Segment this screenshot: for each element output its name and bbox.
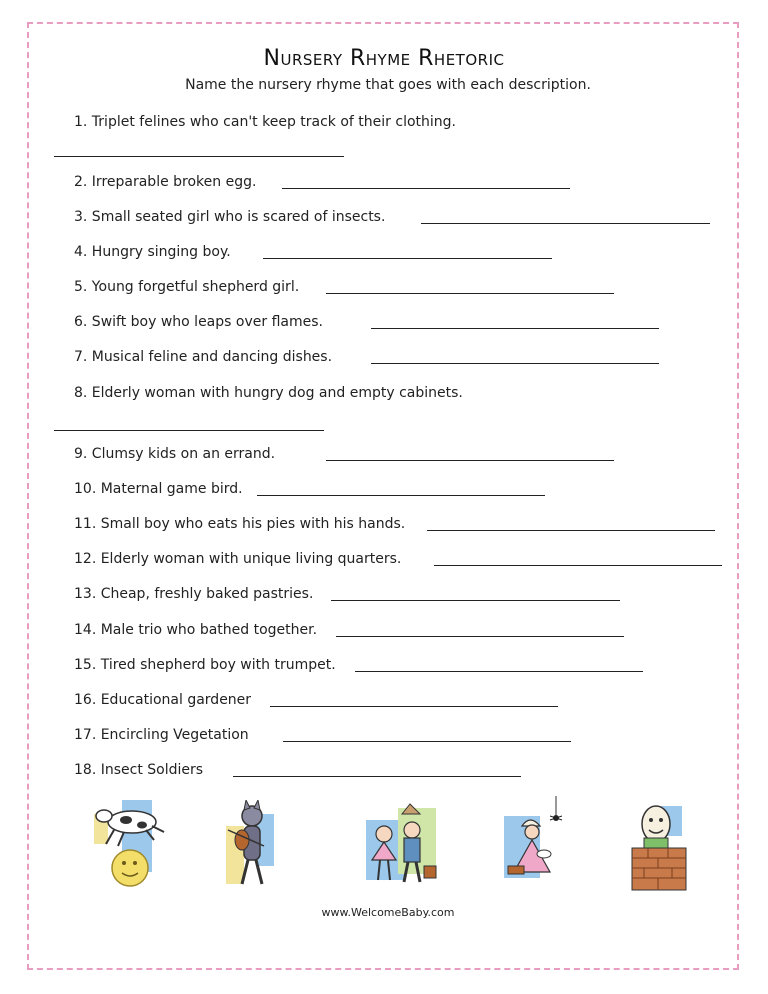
question-3: 3. Small seated girl who is scared of insects. xyxy=(74,209,386,225)
answer-line-10[interactable] xyxy=(257,495,545,496)
answer-line-3[interactable] xyxy=(421,223,710,224)
answer-line-12[interactable] xyxy=(434,565,722,566)
question-10: 10. Maternal game bird. xyxy=(74,481,243,497)
answer-line-4[interactable] xyxy=(263,258,552,259)
answer-line-7[interactable] xyxy=(371,363,659,364)
answer-line-15[interactable] xyxy=(355,671,643,672)
answer-line-9[interactable] xyxy=(326,460,614,461)
answer-line-1[interactable] xyxy=(54,156,344,157)
question-7: 7. Musical feline and dancing dishes. xyxy=(74,349,333,365)
answer-line-11[interactable] xyxy=(427,530,715,531)
question-5: 5. Young forgetful shepherd girl. xyxy=(74,279,300,295)
page-title: Nursery Rhyme Rhetoric xyxy=(263,46,505,71)
footer-url: www.WelcomeBaby.com xyxy=(321,906,455,919)
question-15: 15. Tired shepherd boy with trumpet. xyxy=(74,657,336,673)
question-16: 16. Educational gardener xyxy=(74,692,252,708)
question-11: 11. Small boy who eats his pies with his hands. xyxy=(74,516,406,532)
answer-line-5[interactable] xyxy=(326,293,614,294)
little-miss-muffet-illustration xyxy=(498,796,568,892)
question-2: 2. Irreparable broken egg. xyxy=(74,174,257,190)
instructions: Name the nursery rhyme that goes with each description. xyxy=(185,77,591,93)
question-17: 17. Encircling Vegetation xyxy=(74,727,249,743)
answer-line-16[interactable] xyxy=(270,706,558,707)
question-4: 4. Hungry singing boy. xyxy=(74,244,231,260)
cow-jumping-over-moon-illustration xyxy=(88,800,168,892)
answer-line-17[interactable] xyxy=(283,741,571,742)
question-14: 14. Male trio who bathed together. xyxy=(74,622,318,638)
humpty-dumpty-illustration xyxy=(630,800,690,894)
question-18: 18. Insect Soldiers xyxy=(74,762,204,778)
question-13: 13. Cheap, freshly baked pastries. xyxy=(74,586,314,602)
jack-and-jill-illustration xyxy=(358,800,442,892)
answer-line-6[interactable] xyxy=(371,328,659,329)
answer-line-18[interactable] xyxy=(233,776,521,777)
answer-line-2[interactable] xyxy=(282,188,570,189)
question-8: 8. Elderly woman with hungry dog and empty cabinets. xyxy=(74,385,463,401)
answer-line-8[interactable] xyxy=(54,430,324,431)
answer-line-13[interactable] xyxy=(331,600,620,601)
question-9: 9. Clumsy kids on an errand. xyxy=(74,446,276,462)
question-6: 6. Swift boy who leaps over flames. xyxy=(74,314,323,330)
question-1: 1. Triplet felines who can't keep track of their clothing. xyxy=(74,114,456,130)
question-12: 12. Elderly woman with unique living quarters. xyxy=(74,551,402,567)
cat-with-fiddle-illustration xyxy=(220,800,284,892)
answer-line-14[interactable] xyxy=(336,636,624,637)
